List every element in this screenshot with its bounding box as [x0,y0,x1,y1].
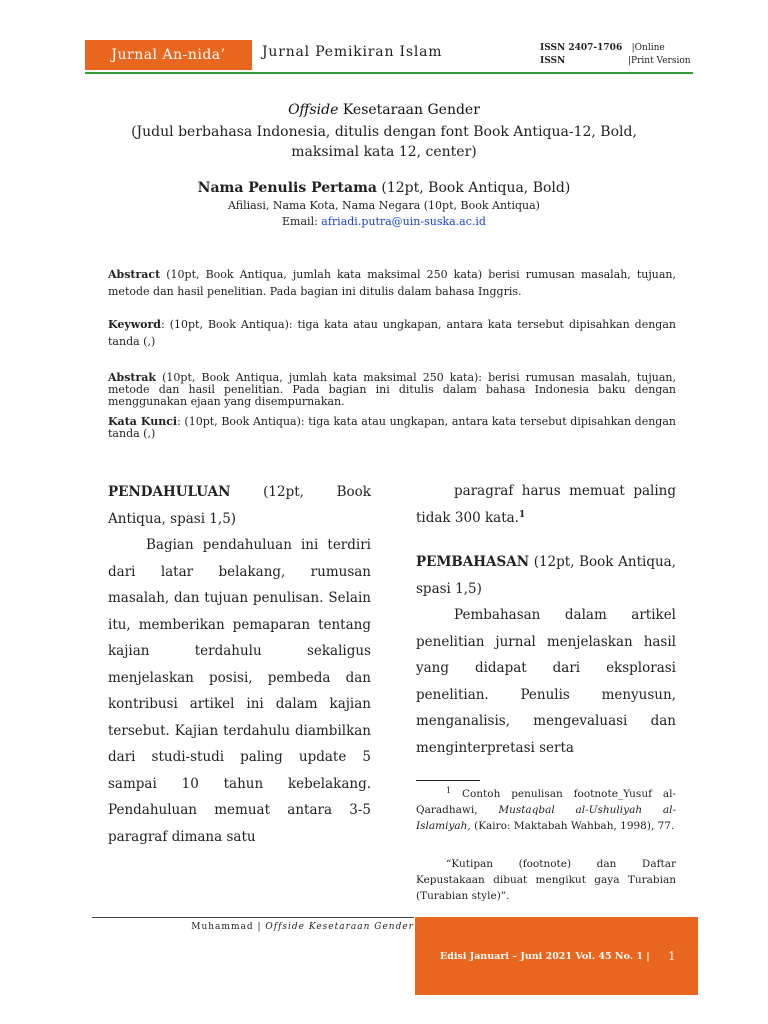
keyword-en-text: : (10pt, Book Antiqua): tiga kata atau ungkapan, antara kata tersebut dipisahkan dengan tanda (,) [108,318,676,348]
issn-print-note: |Print Version [628,56,691,66]
pendahuluan-heading [108,479,371,532]
footer-rule [92,917,414,918]
pembahasan-heading-note: (12pt, Book Antiqua, spasi 1,5) [416,554,676,597]
left-column [108,479,371,850]
keyword-id-label: Kata Kunci [108,415,178,428]
keyword-id [108,416,676,440]
pembahasan-heading [416,549,676,602]
footer-edition: Edisi Januari – Juni 2021 Vol. 45 No. 1 | [440,951,650,962]
issn-print-number: ISSN [540,56,566,66]
pembahasan-heading-label: PEMBAHASAN [416,554,530,570]
abstract-id [108,372,676,408]
email-link[interactable]: afriadi.putra@uin-suska.ac.id [321,215,486,228]
pembahasan-body: Pembahasan dalam artikel penelitian jurnal menjelaskan hasil yang didapat dari eksplorasi penelitian. Penulis menyusun, menganalisis, mengevaluasi dan menginterpretasi serta [416,607,676,756]
journal-name: Jurnal An-nida’ [111,47,226,63]
title-rest: Kesetaraan Gender [338,102,480,118]
keyword-en [108,316,676,350]
footnote-1-part1: Contoh penulisan footnote_Yusuf al-Qaradhawi, [416,788,676,816]
author-affiliation: Afiliasi, Nama Kota, Nama Negara (10pt, Book Antiqua) [228,199,540,212]
title-instructions: (Judul berbahasa Indonesia, ditulis dengan font Book Antiqua-12, Bold, maksimal kata 12, center) [131,124,637,160]
author-name: Nama Penulis Pertama [197,180,377,196]
journal-subtitle: Jurnal Pemikiran Islam [262,44,443,60]
abstract-en-text: (10pt, Book Antiqua, jumlah kata maksimal 250 kata) berisi rumusan masalah, tujuan, metode dan hasil penelitian. Pada bagian ini ditulis dalam bahasa Inggris. [108,268,676,298]
issn-online [540,43,665,53]
abstract-id-text: (10pt, Book Antiqua, jumlah kata maksimal 250 kata): berisi rumusan masalah, tujuan, metode dan hasil penelitian. Pada bagian ini ditulis dalam bahasa Indonesia baku dengan menggunakan ejaan yang disempurnakan. [108,371,676,408]
right-column [416,478,676,761]
pendahuluan-body: Bagian pendahuluan ini terdiri dari latar belakang, rumusan masalah, dan tujuan penulisan. Selain itu, memberikan pemaparan tentang kajian terdahulu sekaligus menjelaskan posisi, pembeda dan kontribusi artikel ini dalam kajian tersebut. Kajian terdahulu diambilkan dari studi-studi paling update 5 sampai 10 tahun kebelakang. Pendahuluan memuat antara 3-5 paragraf dimana satu [108,537,371,845]
footer-running-head [92,922,414,932]
issn-online-number: ISSN 2407-1706 [540,43,623,53]
author-line [100,180,668,196]
keyword-id-text: : (10pt, Book Antiqua): tiga kata atau ungkapan, antara kata tersebut dipisahkan dengan tanda (,) [108,415,676,440]
article-title [100,102,668,118]
abstract-en [108,266,676,300]
footer-separator: | [253,922,266,932]
pendahuluan-continuation [416,478,676,531]
pendahuluan-continuation-text: paragraf harus memuat paling tidak 300 kata. [416,483,676,526]
abstract-en-label: Abstract [108,268,161,281]
footnote-ref[interactable]: 1 [518,509,526,520]
journal-name-badge [85,40,252,70]
page-number: 1 [668,949,676,963]
email-label: Email: [282,215,322,228]
footnote-number: 1 [446,786,452,795]
pendahuluan-heading-note: (12pt, Book Antiqua, spasi 1,5) [108,484,371,527]
keyword-en-label: Keyword [108,318,162,331]
header-rule [85,72,693,74]
issn-online-note: |Online [631,43,665,53]
footer-author-name: Muhammad [191,922,254,932]
footnote-1-part2: (Kairo: Maktabah Wahbah, 1998), 77. [470,820,675,832]
footnote-1-italic: Mustaqbal al-Ushuliyah al-Islamiyah, [416,804,676,832]
author-email-line [100,215,668,228]
footnote-1 [416,786,676,834]
footer-article-title: Offside Kesetaraan Gender [265,922,414,932]
title-italic-word: Offside [288,102,339,118]
author-note: (12pt, Book Antiqua, Bold) [376,180,571,196]
footnote-separator [416,780,480,781]
issn-print [540,56,691,66]
pendahuluan-heading-label: PENDAHULUAN [108,484,231,500]
abstract-id-label: Abstrak [108,371,157,384]
footnote-2: “Kutipan (footnote) dan Daftar Kepustakaan dibuat mengikut gaya Turabian (Turabian style)”. [416,858,676,902]
